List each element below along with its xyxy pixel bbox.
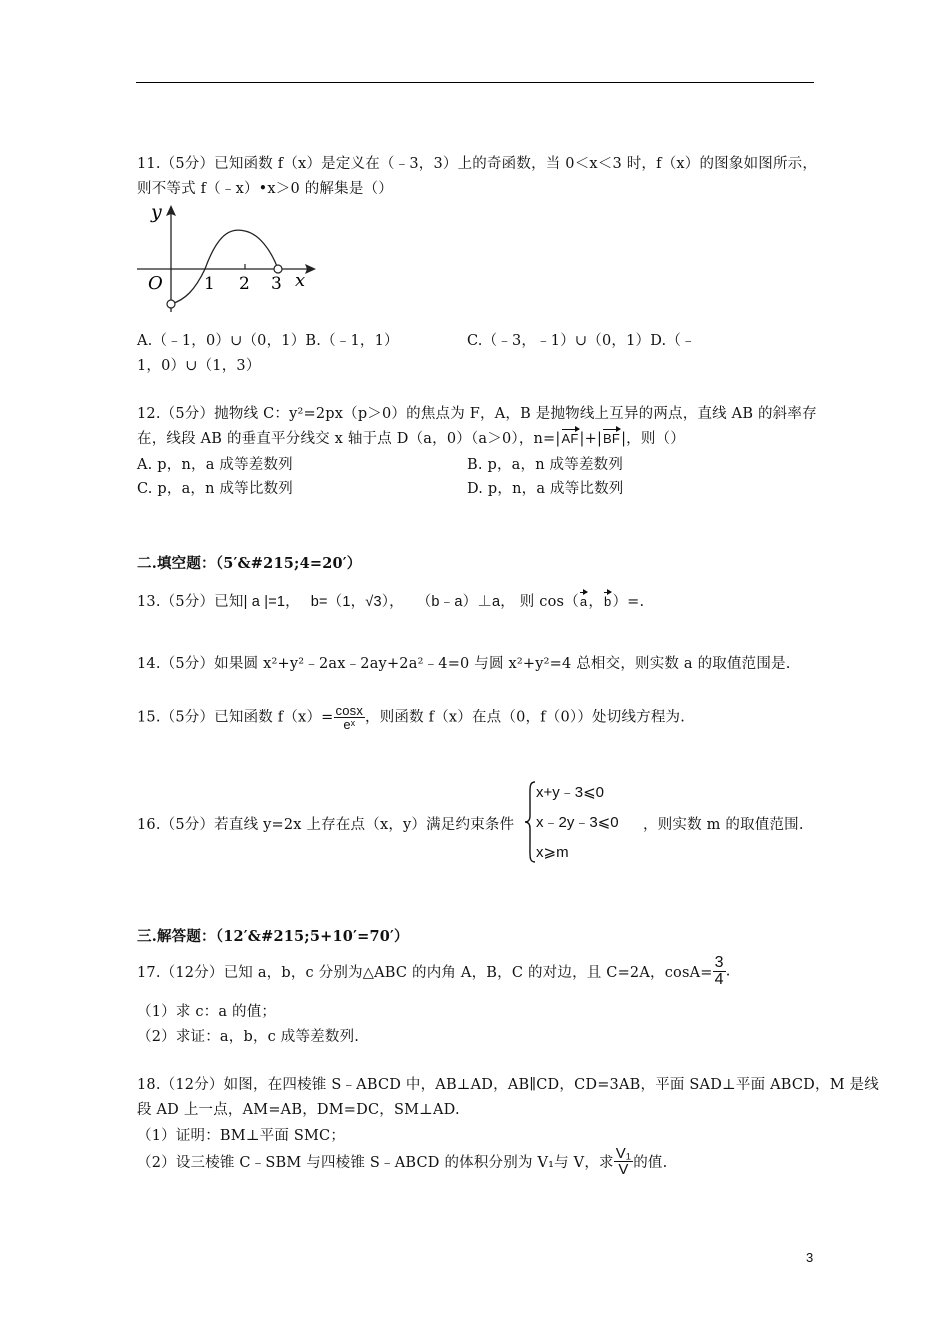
- tick-3: 3: [271, 274, 282, 294]
- q13-perp: （b﹣a）⊥a，: [416, 594, 515, 610]
- constraint-brace: [523, 780, 537, 864]
- q15-numerator: cosx: [335, 703, 364, 718]
- q13-pre: 13.（5分）已知: [137, 594, 244, 610]
- constraint-1: x+y﹣3⩽0: [536, 784, 605, 801]
- q17-part1: （1）求 c：a 的值；: [137, 1004, 277, 1020]
- q11-line2: 则不等式 f（﹣x）•x＞0 的解集是（）: [137, 181, 393, 197]
- page-number: 3: [806, 1250, 814, 1265]
- q12-plus: |+|: [579, 431, 603, 447]
- section-fill-in-title: 二.填空题：（5′&#215;4=20′）: [137, 555, 362, 572]
- tick-1: 1: [204, 274, 215, 294]
- q18-denominator: V: [618, 1161, 629, 1178]
- q18-line2: 段 AD 上一点，AM=AB，DM=DC，SM⊥AD.: [137, 1102, 460, 1118]
- constraint-3: x⩾m: [536, 844, 569, 861]
- q14: 14.（5分）如果圆 x²+y²﹣2ax﹣2ay+2a²﹣4=0 与圆 x²+y²=4 总相交，则实数 a 的取值范围是.: [137, 656, 791, 672]
- section-solve-title: 三.解答题：（12′&#215;5+10′=70′）: [137, 928, 409, 945]
- vector-bf: BF: [603, 431, 621, 446]
- q12-line2: [137, 427, 685, 448]
- q18-line1: 18.（12分）如图，在四棱锥 S﹣ABCD 中，AB⊥AD，AB∥CD，CD=3AB，平面 SAD⊥平面 ABCD，M 是线: [137, 1077, 879, 1093]
- open-point-three: [274, 265, 282, 273]
- q11-option-cd: C.（﹣3，﹣1）∪（0，1）D.（﹣: [467, 333, 696, 349]
- q12-line2-post: |，则（）: [621, 431, 685, 447]
- q17-fraction: [713, 955, 726, 988]
- q12-line1: 12.（5分）抛物线 C：y²=2px（p＞0）的焦点为 F，A，B 是抛物线上互异的两点，直线 AB 的斜率存: [137, 406, 817, 422]
- q11-option-ab: A.（﹣1，0）∪（0，1）B.（﹣1，1）: [137, 333, 399, 349]
- q16-pre: 16.（5分）若直线 y=2x 上存在点（x，y）满足约束条件: [137, 817, 515, 833]
- q17-post: .: [725, 963, 731, 980]
- q15-denominator: eˣ: [343, 717, 356, 732]
- q11-line1: 11.（5分）已知函数 f（x）是定义在（﹣3，3）上的奇函数，当 0＜x＜3 时，f（x）的图象如图所示，: [137, 156, 818, 172]
- q15: [137, 704, 685, 731]
- q17-part2: （2）求证：a，b，c 成等差数列.: [137, 1029, 360, 1045]
- function-curve: [171, 230, 278, 304]
- q12-option-a: A. p，n，a 成等差数列: [137, 457, 293, 473]
- header-rule: [136, 82, 814, 83]
- q17-pre: 17.（12分）已知 a，b，c 分别为△ABC 的内角 A，B，C 的对边，且 C=2A，cosA=: [137, 965, 713, 981]
- q17-stem: [137, 955, 731, 988]
- tick-2: 2: [239, 274, 250, 294]
- q12-line2-pre: 在，线段 AB 的垂直平分线交 x 轴于点 D（a，0）（a＞0），n=|: [137, 431, 561, 447]
- q11-function-graph: [135, 200, 320, 315]
- y-label: y: [151, 201, 162, 223]
- q15-fraction: [334, 704, 366, 731]
- q18-part2: [137, 1146, 667, 1177]
- vector-af: AF: [561, 431, 579, 446]
- constraint-2: x﹣2y﹣3⩽0: [536, 814, 619, 831]
- q12-option-c: C. p，a，n 成等比数列: [137, 481, 293, 497]
- q15-post: ，则函数 f（x）在点（0，f（0））处切线方程为.: [365, 709, 686, 726]
- q17-denominator: 4: [714, 971, 724, 988]
- origin-label: O: [148, 273, 163, 294]
- open-point-bottom: [167, 300, 175, 308]
- q18-part2-pre: （2）设三棱锥 C﹣SBM 与四棱锥 S﹣ABCD 的体积分别为 V₁与 V，求: [137, 1155, 614, 1171]
- q16-post: ，则实数 m 的取值范围.: [643, 817, 804, 833]
- q12-option-d: D. p，n，a 成等比数列: [467, 481, 624, 497]
- q11-option-d-cont: 1，0）∪（1，3）: [137, 358, 261, 374]
- q13-abs-a: | a |=1，: [243, 594, 300, 610]
- q13-b-eq: b=（1，√3），: [310, 594, 404, 610]
- q18-fraction: [614, 1146, 633, 1177]
- q18-part2-post: 的值.: [633, 1155, 668, 1171]
- vector-b: b: [604, 594, 612, 609]
- q13-end: ）=.: [612, 594, 645, 610]
- vector-a: a: [579, 594, 588, 609]
- q18-part1: （1）证明：BM⊥平面 SMC；: [137, 1128, 346, 1144]
- q13-post: 则 cos（: [519, 594, 579, 610]
- q13: [137, 590, 644, 611]
- q17-numerator: 3: [714, 954, 724, 971]
- x-label: x: [295, 270, 306, 291]
- q18-numerator: V₁: [615, 1145, 632, 1162]
- q15-pre: 15.（5分）已知函数 f（x）=: [137, 709, 334, 726]
- q12-option-b: B. p，a，n 成等差数列: [467, 457, 624, 473]
- q13-comma: ，: [588, 594, 604, 610]
